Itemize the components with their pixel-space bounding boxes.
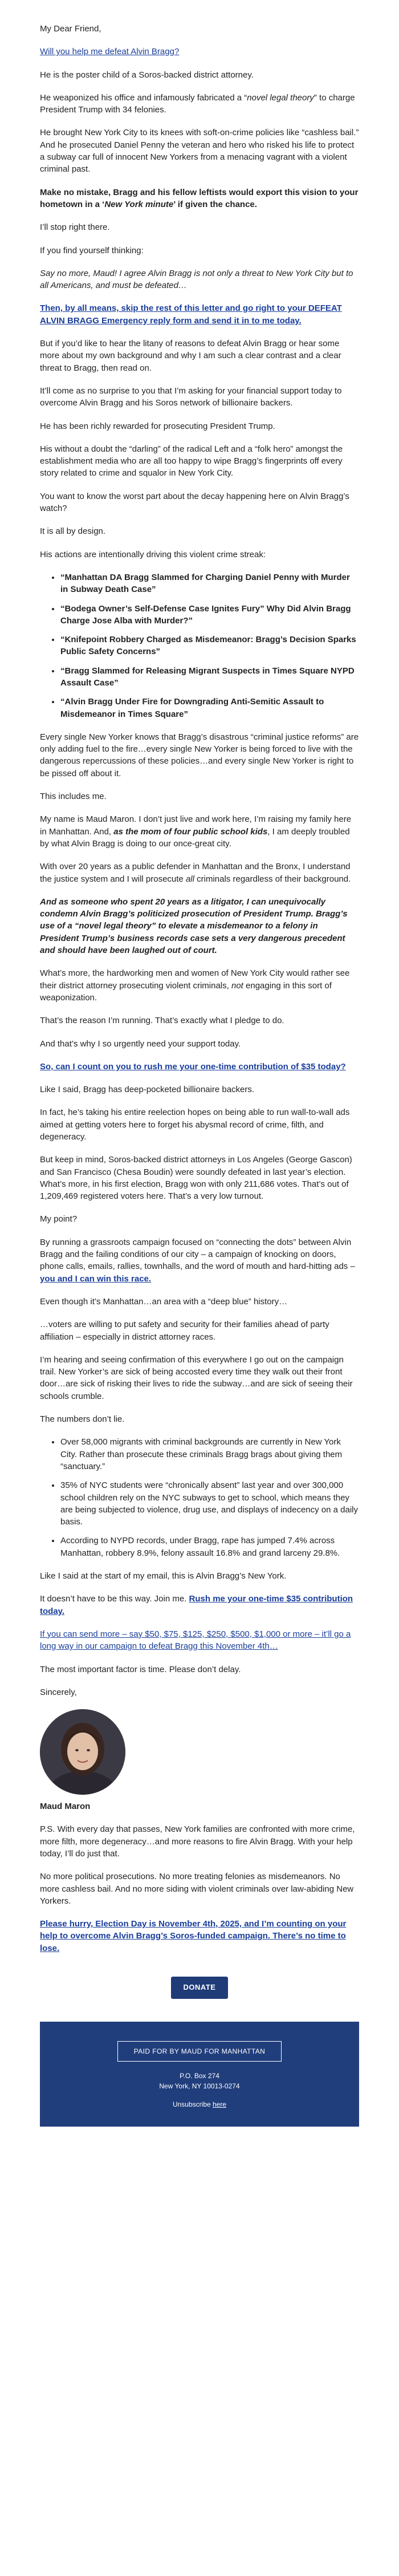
letter-body <box>40 0 359 2022</box>
greeting: My Dear Friend, <box>40 24 101 34</box>
signature: Maud Maron <box>40 1802 91 1812</box>
paragraph: He has been richly rewarded for prosecuting President Trump. <box>40 421 275 431</box>
footer <box>40 2022 359 2127</box>
paragraph: You want to know the worst part about the decay happening here on Alvin Bragg’s watch? <box>40 491 349 514</box>
paragraph: The numbers don’t lie. <box>40 1414 125 1425</box>
paragraph: Even though it’s Manhattan…an area with a “deep blue” history… <box>40 1296 288 1307</box>
po-box: P.O. Box 274 <box>180 2071 219 2080</box>
paragraph: Like I said at the start of my email, this is Alvin Bragg’s New York. <box>40 1571 287 1581</box>
paragraph: Like I said, Bragg has deep-pocketed billionaire backers. <box>40 1085 255 1095</box>
rush-contribution-link[interactable]: Rush me your one-time $35 contribution today. <box>40 1594 353 1616</box>
list-item: • According to NYPD records, under Bragg, rape has jumped 7.4% across Manhattan, robbery 8.9%, felony assault 16.8% and grand larceny 29.8%. <box>60 1535 359 1559</box>
paragraph: I’m hearing and seeing confirmation of this everywhere I go out on the campaign trail. New Yorker’s are sick of being accosted every time they walk out their front door…are sick of risking their lives to ride the subway…and are sick of seeing their schools crumble. <box>40 1354 353 1401</box>
avatar <box>40 1709 125 1795</box>
donate-section <box>40 1965 359 2021</box>
paragraph: His without a doubt the “darling” of the radical Left and a “folk hero” amongst the establishment media who are all too happy to wipe Bragg’s fingerprints off every story related to crime and squalor in New York City. <box>40 444 343 478</box>
closing: Sincerely, <box>40 1687 77 1697</box>
list-item: • “Bragg Slammed for Releasing Migrant Suspects in Times Square NYPD Assault Case” <box>60 665 359 689</box>
contribute-35-link[interactable]: So, can I count on you to rush me your one-time contribution of $35 today? <box>40 1061 346 1072</box>
postscript: P.S. With every day that passes, New York families are confronted with more crime, more filth, more degeneracy…and more reasons to fire Alvin Bragg. With your help today, I’ll do just that. <box>40 1824 355 1859</box>
paragraph: His actions are intentionally driving this violent crime streak: <box>40 549 266 559</box>
paragraph: By running a grassroots campaign focused on “connecting the dots” between Alvin Bragg and the failing conditions of our city – a campaign of knocking on doors, phone calls, emails, rallies, townhalls, and the word of mouth and hard-hitting ads – you and I can win this race. <box>40 1237 355 1284</box>
paragraph: That’s the reason I’m running. That’s exactly what I pledge to do. <box>40 1016 284 1026</box>
paragraph: It is all by design. <box>40 526 106 537</box>
paragraph: It’ll come as no surprise to you that I’m asking for your financial support today to overcome Alvin Bragg and his Soros network of billionaire backers. <box>40 386 342 408</box>
list-item: • 35% of NYC students were “chronically absent” last year and over 300,000 school children rely on the NYC subways to get to school, which means they are being subjected to violence, drug use, and displays of indecency on a daily basis. <box>60 1479 359 1528</box>
mailing-address <box>40 2071 359 2091</box>
paragraph: What’s more, the hardworking men and women of New York City would rather see their district attorney prosecuting violent criminals, not engaging in this sort of weaponization. <box>40 968 350 1003</box>
paragraph: I’ll stop right there. <box>40 222 110 233</box>
paragraph-bold: Make no mistake, Bragg and his fellow leftists would export this vision to your hometown in a ‘New York minute’ if given the chance. <box>40 187 359 209</box>
unsubscribe-line: Unsubscribe here <box>172 2100 227 2108</box>
paragraph: If you find yourself thinking: <box>40 245 144 255</box>
paragraph: He brought New York City to its knees with soft-on-crime policies like “cashless bail.” And he prosecuted Daniel Penny the veteran and hero who risked his life to protect a subway car full of innocent New Yorkers from a menacing vagrant with a violent criminal past. <box>40 128 359 175</box>
paragraph: But if you’d like to hear the litany of reasons to defeat Alvin Bragg or hear some more about my own background and why I am such a clear contrast and a clear threat to Bragg, then read on. <box>40 339 341 373</box>
intro-link[interactable]: Will you help me defeat Alvin Bragg? <box>40 47 180 57</box>
list-item: • “Bodega Owner’s Self-Defense Case Ignites Fury” Why Did Alvin Bragg Charge Jose Alba with Murder?” <box>60 603 359 627</box>
paragraph: In fact, he’s taking his entire reelection hopes on being able to run wall-to-wall ads aimed at getting voters here to forget his abysmal record of crime, filth, and degeneracy. <box>40 1108 350 1142</box>
win-race-link[interactable]: you and I can win this race. <box>40 1273 152 1284</box>
paragraph: He weaponized his office and infamously fabricated a “novel legal theory” to charge President Trump with 34 felonies. <box>40 92 355 115</box>
paragraph: He is the poster child of a Soros-backed district attorney. <box>40 70 254 80</box>
paragraph: This includes me. <box>40 792 107 802</box>
paid-for-disclaimer: PAID FOR BY MAUD FOR MANHATTAN <box>117 2041 282 2062</box>
paragraph: With over 20 years as a public defender in Manhattan and the Bronx, I understand the justice system and I will prosecute all criminals regardless of their background. <box>40 862 351 884</box>
paragraph: The most important factor is time. Please don’t delay. <box>40 1664 241 1674</box>
paragraph: It doesn’t have to be this way. Join me. Rush me your one-time $35 contribution today. <box>40 1594 353 1616</box>
list-item: • “Knifepoint Robbery Charged as Misdemeanor: Bragg’s Decision Sparks Public Safety Concerns” <box>60 634 359 658</box>
city-line: New York, NY 10013-0274 <box>159 2082 240 2090</box>
reply-form-link[interactable]: Then, by all means, skip the rest of this letter and go right to your DEFEAT ALVIN BRAGG Emergency reply form and send it in to me today. <box>40 303 342 326</box>
election-day-link[interactable]: Please hurry, Election Day is November 4th, 2025, and I’m counting on your help to overcome Alvin Bragg’s Soros-funded campaign. There’s no time to lose. <box>40 1919 347 1953</box>
donate-button[interactable]: DONATE <box>171 1977 229 1998</box>
paragraph-italic: Say no more, Maud! I agree Alvin Bragg is not only a threat to New York City but to all Americans, and must be defeated… <box>40 268 353 291</box>
paragraph-bold-italic: And as someone who spent 20 years as a litigator, I can unequivocally condemn Alvin Bragg’s politicized prosecution of President Trump. Bragg’s use of a “novel legal theory” to elevate a misdemeanor to a felony in President Trump’s business records case sets a very dangerous precedent and should have been laughed out of court. <box>40 896 348 956</box>
list-item: • “Manhattan DA Bragg Slammed for Charging Daniel Penny with Murder in Subway Death Case” <box>60 571 359 596</box>
unsubscribe-link[interactable]: here <box>213 2100 227 2108</box>
paragraph: …voters are willing to put safety and security for their families ahead of party affiliation – especially in district attorney races. <box>40 1320 329 1342</box>
paragraph: Every single New Yorker knows that Bragg’s disastrous “criminal justice reforms” are only adding fuel to the fire…every single New Yorker is being forced to live with the dangerous repercussions of these policies…and every single New Yorker is right to be pissed off about it. <box>40 732 359 778</box>
portrait-icon <box>40 1709 125 1795</box>
postscript: No more political prosecutions. No more treating felonies as misdemeanors. No more cashless bail. And no more siding with violent criminals over law-abiding New Yorkers. <box>40 1872 354 1906</box>
send-more-link[interactable]: If you can send more – say $50, $75, $125, $250, $500, $1,000 or more – it’ll go a long way in our campaign to defeat Bragg this November 4th… <box>40 1629 351 1652</box>
paragraph: But keep in mind, Soros-backed district attorneys in Los Angeles (George Gascon) and San Francisco (Chesa Boudin) were soundly defeated in last year’s election. What’s more, in his first election, Bragg won with only 211,686 votes. That’s out of 1,209,469 registered voters here. That’s a very low turnout. <box>40 1155 352 1202</box>
stats-list <box>52 1436 359 1559</box>
headline-list <box>52 571 359 720</box>
list-item: • Over 58,000 migrants with criminal backgrounds are currently in New York City. Rather than prosecute these criminals Bragg brags about giving them “sanctuary.” <box>60 1436 359 1472</box>
list-item: • “Alvin Bragg Under Fire for Downgrading Anti-Semitic Assault to Misdemeanor in Times Square” <box>60 696 359 720</box>
paragraph: My point? <box>40 1214 78 1224</box>
paragraph: My name is Maud Maron. I don’t just live and work here, I’m raising my family here in Manhattan. And, as the mom of four public school kids, I am deeply troubled by what Alvin Bragg is doing to our once-great city. <box>40 814 352 849</box>
paragraph: And that’s why I so urgently need your support today. <box>40 1038 241 1049</box>
